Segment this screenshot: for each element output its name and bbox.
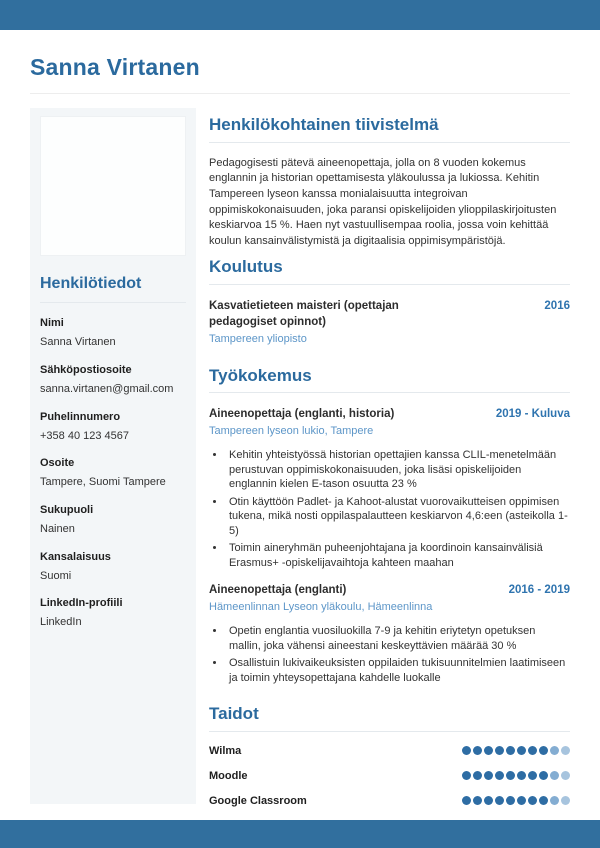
content-columns [30,108,570,844]
education-entry [209,298,570,347]
profile-photo-placeholder [40,116,186,256]
skill-dot [495,796,504,805]
experience-heading: Työkokemus [209,359,570,393]
field-name [40,316,186,350]
experience-bullet: • Kehitin yhteistyössä historian opettajien kanssa CLIL-menetelmään perustuvan oppimiskokonaisuuden, joka lisäsi opiskelijoiden englannin kielen E-tason osuutta 23 % [226,448,570,492]
skill-name: Google Classroom [209,794,307,807]
skill-dot [550,746,559,755]
field-label: Sukupuoli [40,504,94,517]
education-section [209,250,570,346]
skill-dot [462,746,471,755]
skill-dot [517,771,526,780]
skill-dot [495,746,504,755]
skills-section [209,697,570,831]
field-value: sanna.virtanen@gmail.com [40,382,174,395]
field-phone [40,410,186,444]
top-accent-bar [0,0,600,30]
skill-dot [506,746,515,755]
skill-level-dots [462,796,570,805]
bottom-accent-bar [0,820,600,848]
employer-name: Hämeenlinnan Lyseon yläkoulu, Hämeenlinna [209,601,433,614]
field-email [40,363,186,397]
employer-name: Tampereen lyseon lukio, Tampere [209,425,374,438]
summary-heading: Henkilökohtainen tiivistelmä [209,108,570,142]
person-name: Sanna Virtanen [30,54,200,80]
experience-bullet: • Osallistuin lukivaikeuksisten oppilaiden tukisuunnitelmien laatimiseen ja toimin yhteysopettajana kahdelle luokalle [226,656,570,685]
skill-dot [539,796,548,805]
skills-heading: Taidot [209,697,570,731]
skill-dot [517,796,526,805]
skill-dot [539,746,548,755]
experience-section [209,359,570,685]
field-linkedin [40,596,186,630]
field-label: Nimi [40,317,64,330]
skill-dot [495,771,504,780]
institution-name: Tampereen yliopisto [209,332,307,345]
sidebar-heading: Henkilötiedot [40,275,186,303]
entry-head [209,298,570,330]
skill-dot [517,746,526,755]
field-label: Puhelinnumero [40,410,121,423]
entry-head [209,582,570,598]
job-title: Aineenopettaja (englanti, historia) [209,408,395,421]
skill-name: Wilma [209,744,242,757]
education-heading: Koulutus [209,250,570,284]
degree-title: Kasvatietieteen maisteri (opettajan pedagogiset opinnot) [209,299,399,328]
skill-dot [561,746,570,755]
skill-dot [561,771,570,780]
experience-bullet: • Toimin aineryhmän puheenjohtajana ja koordinoin kansainvälisiä Erasmus+ -opiskelijavaihtoja kahteen maahan [226,541,570,570]
skill-dot [484,796,493,805]
field-value: Tampere, Suomi Tampere [40,476,166,489]
skill-row [209,770,570,782]
skill-dot [528,771,537,780]
entry-head [209,406,570,422]
skill-dot [473,771,482,780]
skill-dot [484,746,493,755]
sidebar [30,108,196,804]
header-divider [30,93,570,94]
experience-bullet: • Opetin englantia vuosiluokilla 7-9 ja kehitin eriytetyn opetuksen mallin, joka vähensi aineestani keskeyttävien määrää 30 % [226,624,570,653]
field-label: Kansalaisuus [40,550,111,563]
skill-dot [506,796,515,805]
field-value: LinkedIn [40,616,82,629]
skill-dot [462,771,471,780]
skill-row [209,745,570,757]
field-nationality [40,550,186,584]
main-column [209,108,570,844]
field-value: Sanna Virtanen [40,336,116,349]
skill-level-dots [462,746,570,755]
skill-dot [506,771,515,780]
skill-dot [550,771,559,780]
summary-section [209,108,570,249]
field-label: Osoite [40,457,75,470]
field-value: Nainen [40,522,75,535]
skill-dot [528,796,537,805]
job-bullets [226,624,570,685]
summary-text: Pedagogisesti pätevä aineenopettaja, jolla on 8 vuoden kokemus englannin ja historian opettamisesta yläkoulussa ja lukiossa. Kehitin Tampereen lyseon kanssa monialaisuutta integroivan oppimiskokonaisuuden, joka paransi opiskelijoiden ylioppilaskirjoitusten keskiarvoa 15 %. Haen nyt vastuullisempaa roolia, jossa voin kehittää koulun kansainvälistymistä ja digitaalisia oppimisympäristöjä. [209,156,557,247]
job-title: Aineenopettaja (englanti) [209,584,347,597]
skill-name: Moodle [209,769,248,782]
skill-dot [561,796,570,805]
field-label: LinkedIn-profiili [40,597,123,610]
experience-entry [209,582,570,685]
skill-dot [473,746,482,755]
field-value: Suomi [40,569,72,582]
job-date: 2019 - Kuluva [495,408,570,421]
skill-dot [550,796,559,805]
field-address [40,456,186,490]
skill-dot [462,796,471,805]
skill-row [209,795,570,807]
field-value: +358 40 123 4567 [40,429,130,442]
field-gender [40,503,186,537]
job-bullets [226,448,570,570]
skill-dot [473,796,482,805]
skill-dot [539,771,548,780]
skill-level-dots [462,771,570,780]
field-label: Sähköpostiosoite [40,363,132,376]
job-date: 2016 - 2019 [508,584,570,597]
experience-entry [209,406,570,570]
skill-dot [528,746,537,755]
education-date: 2016 [544,299,570,312]
experience-bullet: • Otin käyttöön Padlet- ja Kahoot-alustat vuorovaikutteisen oppimisen tukena, mikä nosti oppilaspalautteen keskiarvon 4,6:een (asteikolla 1-5) [226,495,570,539]
skill-dot [484,771,493,780]
